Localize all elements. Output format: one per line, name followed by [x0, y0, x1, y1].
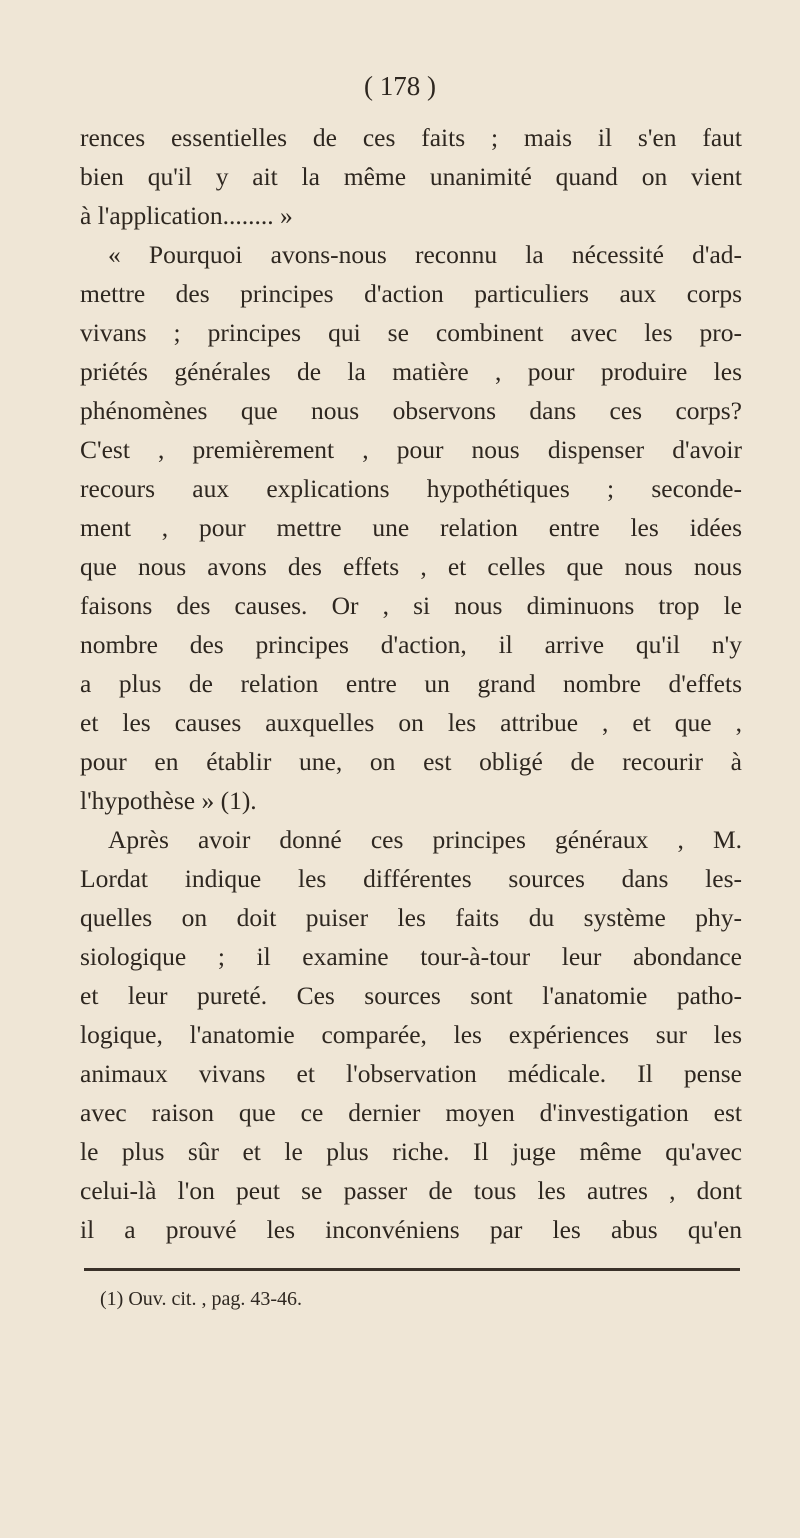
text-line: vivans ; principes qui se combinent avec les pro-	[80, 318, 742, 347]
page-number: ( 178 )	[364, 71, 436, 101]
body-text	[80, 118, 742, 1249]
text-line: C'est , premièrement , pour nous dispenser d'avoir	[80, 435, 742, 464]
footnote-divider	[84, 1268, 740, 1271]
text-line: a plus de relation entre un grand nombre d'effets	[80, 669, 742, 698]
text-line: et les causes auxquelles on les attribue , et que ,	[80, 708, 742, 737]
text-line: avec raison que ce dernier moyen d'investigation est	[80, 1098, 742, 1127]
text-line: bien qu'il y ait la même unanimité quand on vient	[80, 162, 742, 191]
text-line: ment , pour mettre une relation entre les idées	[80, 513, 742, 542]
text-line: quelles on doit puiser les faits du système phy-	[80, 903, 742, 932]
text-line: le plus sûr et le plus riche. Il juge même qu'avec	[80, 1137, 742, 1166]
text-line: mettre des principes d'action particuliers aux corps	[80, 279, 742, 308]
text-line: à l'application........ »	[80, 201, 293, 230]
text-line: il a prouvé les inconvéniens par les abus qu'en	[80, 1215, 742, 1244]
text-line: pour en établir une, on est obligé de recourir à	[80, 747, 742, 776]
text-line: siologique ; il examine tour-à-tour leur abondance	[80, 942, 742, 971]
text-line: nombre des principes d'action, il arrive qu'il n'y	[80, 630, 742, 659]
text-line: et leur pureté. Ces sources sont l'anatomie patho-	[80, 981, 742, 1010]
text-line: Après avoir donné ces principes généraux , M.	[108, 825, 742, 854]
text-line: « Pourquoi avons-nous reconnu la nécessité d'ad-	[108, 240, 742, 269]
text-line: recours aux explications hypothétiques ; seconde-	[80, 474, 742, 503]
text-line: logique, l'anatomie comparée, les expériences sur les	[80, 1020, 742, 1049]
text-line: animaux vivans et l'observation médicale. Il pense	[80, 1059, 742, 1088]
text-line: l'hypothèse » (1).	[80, 786, 257, 815]
text-line: priétés générales de la matière , pour produire les	[80, 357, 742, 386]
text-line: faisons des causes. Or , si nous diminuons trop le	[80, 591, 742, 620]
text-line: Lordat indique les différentes sources dans les-	[80, 864, 742, 893]
text-line: rences essentielles de ces faits ; mais il s'en faut	[80, 123, 742, 152]
footnote: (1) Ouv. cit. , pag. 43-46.	[100, 1288, 302, 1310]
text-line: celui-là l'on peut se passer de tous les autres , dont	[80, 1176, 742, 1205]
text-line: phénomènes que nous observons dans ces corps?	[80, 396, 742, 425]
text-line: que nous avons des effets , et celles que nous nous	[80, 552, 742, 581]
